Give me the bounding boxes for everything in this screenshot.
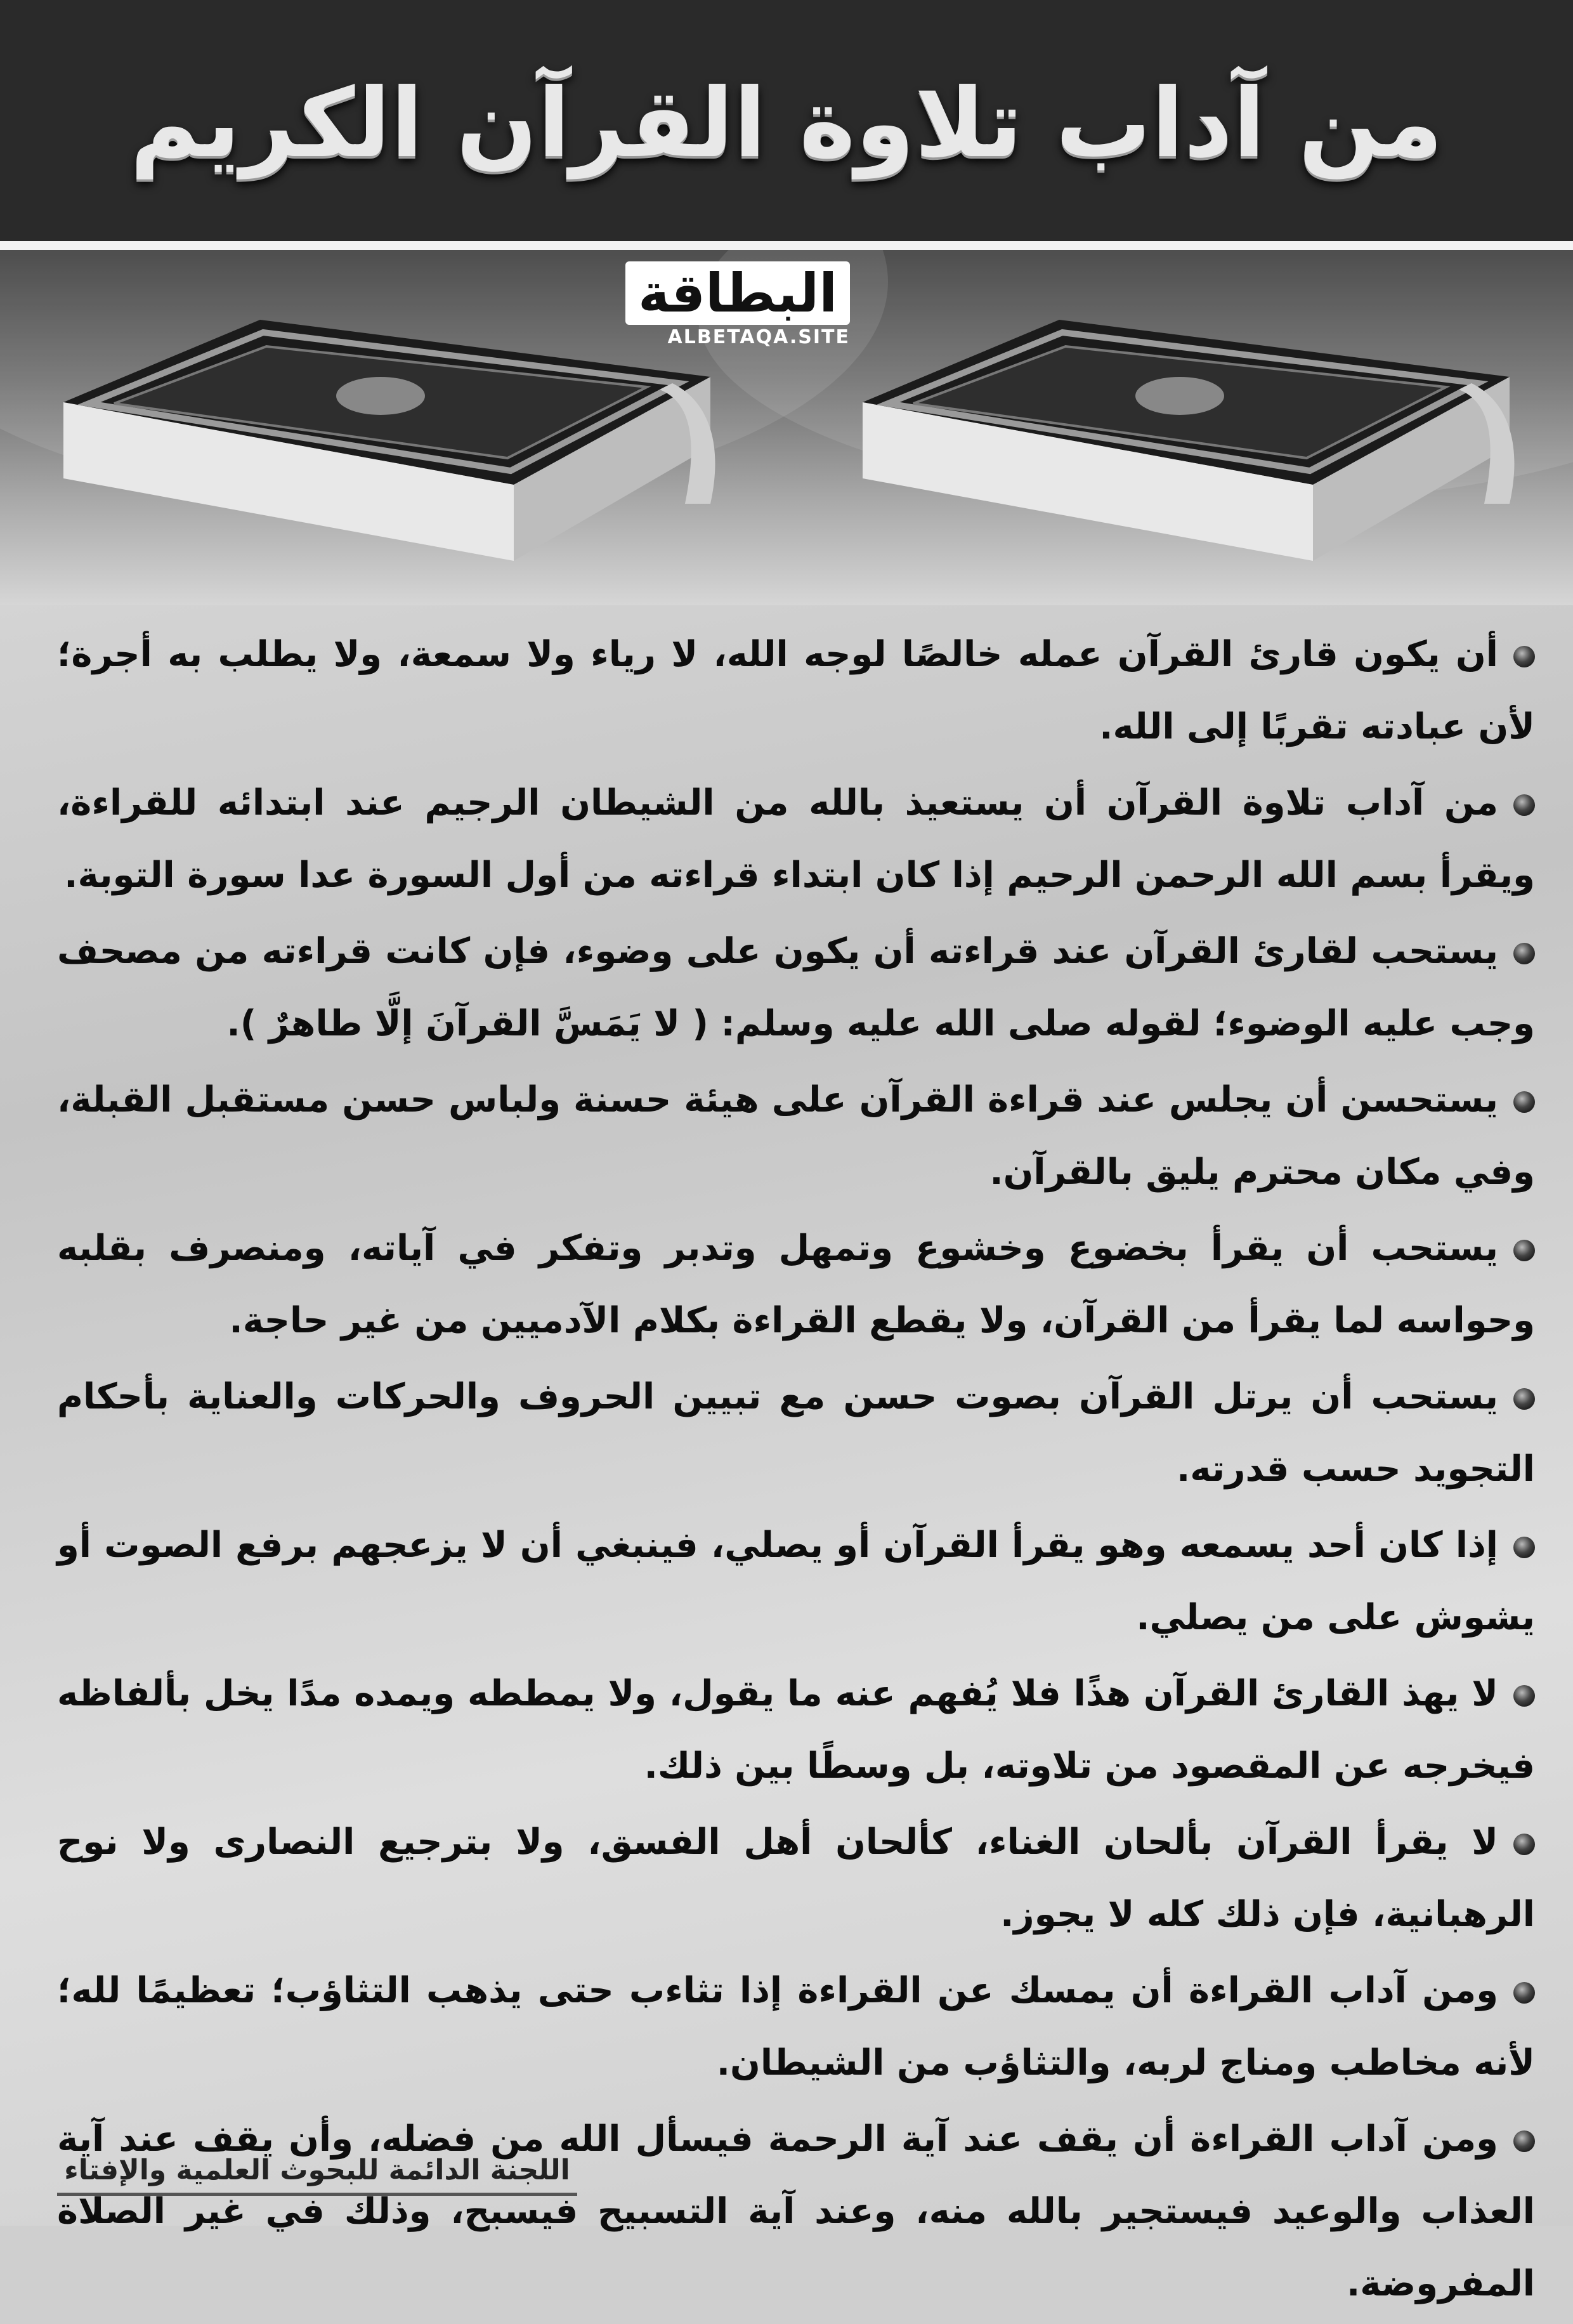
list-item [57,1955,1535,2099]
list-item-text: يستحسن أن يجلس عند قراءة القرآن على هيئة حسنة ولباس حسن مستقبل القبلة، وفي مكان محترم يليق بالقرآن. [57,1079,1535,1193]
list-item [57,1064,1535,1209]
bullet-dot-icon [1513,2130,1535,2152]
bullet-dot-icon [1513,1982,1535,2004]
bullet-dot-icon [1513,1240,1535,1261]
list-item [57,619,1535,763]
bullet-dot-icon [1513,1091,1535,1113]
logo-site-text: ALBETAQA.SITE [667,326,850,348]
list-item-text: يستحب لقارئ القرآن عند قراءته أن يكون على وضوء، فإن كانت قراءته من مصحف وجب عليه الوضوء؛ لقوله صلى الله عليه وسلم: ( لا يَمَسَّ القرآنَ إلَّا طاهرٌ ). [57,931,1535,1044]
header-bar [0,0,1573,241]
logo-mark: البطاقة [625,261,850,325]
list-item [57,2103,1535,2320]
quran-book-icon [850,294,1522,574]
list-item-text: ومن آداب القراءة أن يقف عند آية الرحمة فيسأل الله من فضله، وأن يقف عند آية العذاب والوعيد فيستجير بالله منه، وعند آية التسبيح فيسبح، وذلك في غير الصلاة المفروضة. [57,2118,1535,2304]
bullet-dot-icon [1513,1834,1535,1855]
list-item [57,1212,1535,1357]
list-item-text: يستحب أن يرتل القرآن بصوت حسن مع تبيين الحروف والحركات والعناية بأحكام التجويد حسب قدرته. [57,1376,1535,1490]
list-item-text: إذا كان أحد يسمعه وهو يقرأ القرآن أو يصلي، فينبغي أن لا يزعجهم برفع الصوت أو يشوش على من يصلي. [57,1525,1535,1638]
list-item-text: لا يهذ القارئ القرآن هذًا فلا يُفهم عنه ما يقول، ولا يمططه ويمده مدًا يخل بألفاظه فيخرجه عن المقصود من تلاوته، بل وسطًا بين ذلك. [57,1673,1535,1787]
list-item [57,1658,1535,1802]
list-item [57,1361,1535,1506]
list-item [57,767,1535,912]
list-item [57,1509,1535,1654]
header-divider [0,241,1573,250]
etiquette-list [57,619,1535,2324]
list-item-text: يستحب أن يقرأ بخضوع وخشوع وتمهل وتدبر وتفكر في آياته، ومنصرف بقلبه وحواسه لما يقرأ من القرآن، ولا يقطع القراءة بكلام الآدميين من غير حاجة. [57,1228,1535,1341]
list-item [57,1806,1535,1951]
source-credit: اللجنة الدائمة للبحوث العلمية والإفتاء [57,2154,577,2196]
bullet-dot-icon [1513,1388,1535,1410]
page-title: من آداب تلاوة القرآن الكريم [130,69,1443,179]
list-item-text: ومن آداب القراءة أن يمسك عن القراءة إذا تثاءب حتى يذهب التثاؤب؛ تعظيمًا لله؛ لأنه مخاطب ومناج لربه، والتثاؤب من الشيطان. [57,1970,1535,2084]
bullet-dot-icon [1513,646,1535,667]
bullet-dot-icon [1513,1537,1535,1558]
list-item-text: أن يكون قارئ القرآن عمله خالصًا لوجه الله، لا رياء ولا سمعة، ولا يطلب به أجرة؛ لأن عبادته تقربًا إلى الله. [57,634,1535,747]
bullet-dot-icon [1513,794,1535,816]
bullet-dot-icon [1513,943,1535,964]
list-item-text: لا يقرأ القرآن بألحان الغناء، كألحان أهل الفسق، ولا بترجيع النصارى ولا نوح الرهبانية، فإن ذلك كله لا يجوز. [57,1822,1535,1935]
list-item-text: من آداب تلاوة القرآن أن يستعيذ بالله من الشيطان الرجيم عند ابتدائه للقراءة، ويقرأ بسم الله الرحمن الرحيم إذا كان ابتداء قراءته من أول السورة عدا سورة التوبة. [57,782,1535,896]
books-banner [0,250,1573,605]
bullet-dot-icon [1513,1685,1535,1707]
quran-book-icon [51,294,723,574]
list-item [57,916,1535,1060]
